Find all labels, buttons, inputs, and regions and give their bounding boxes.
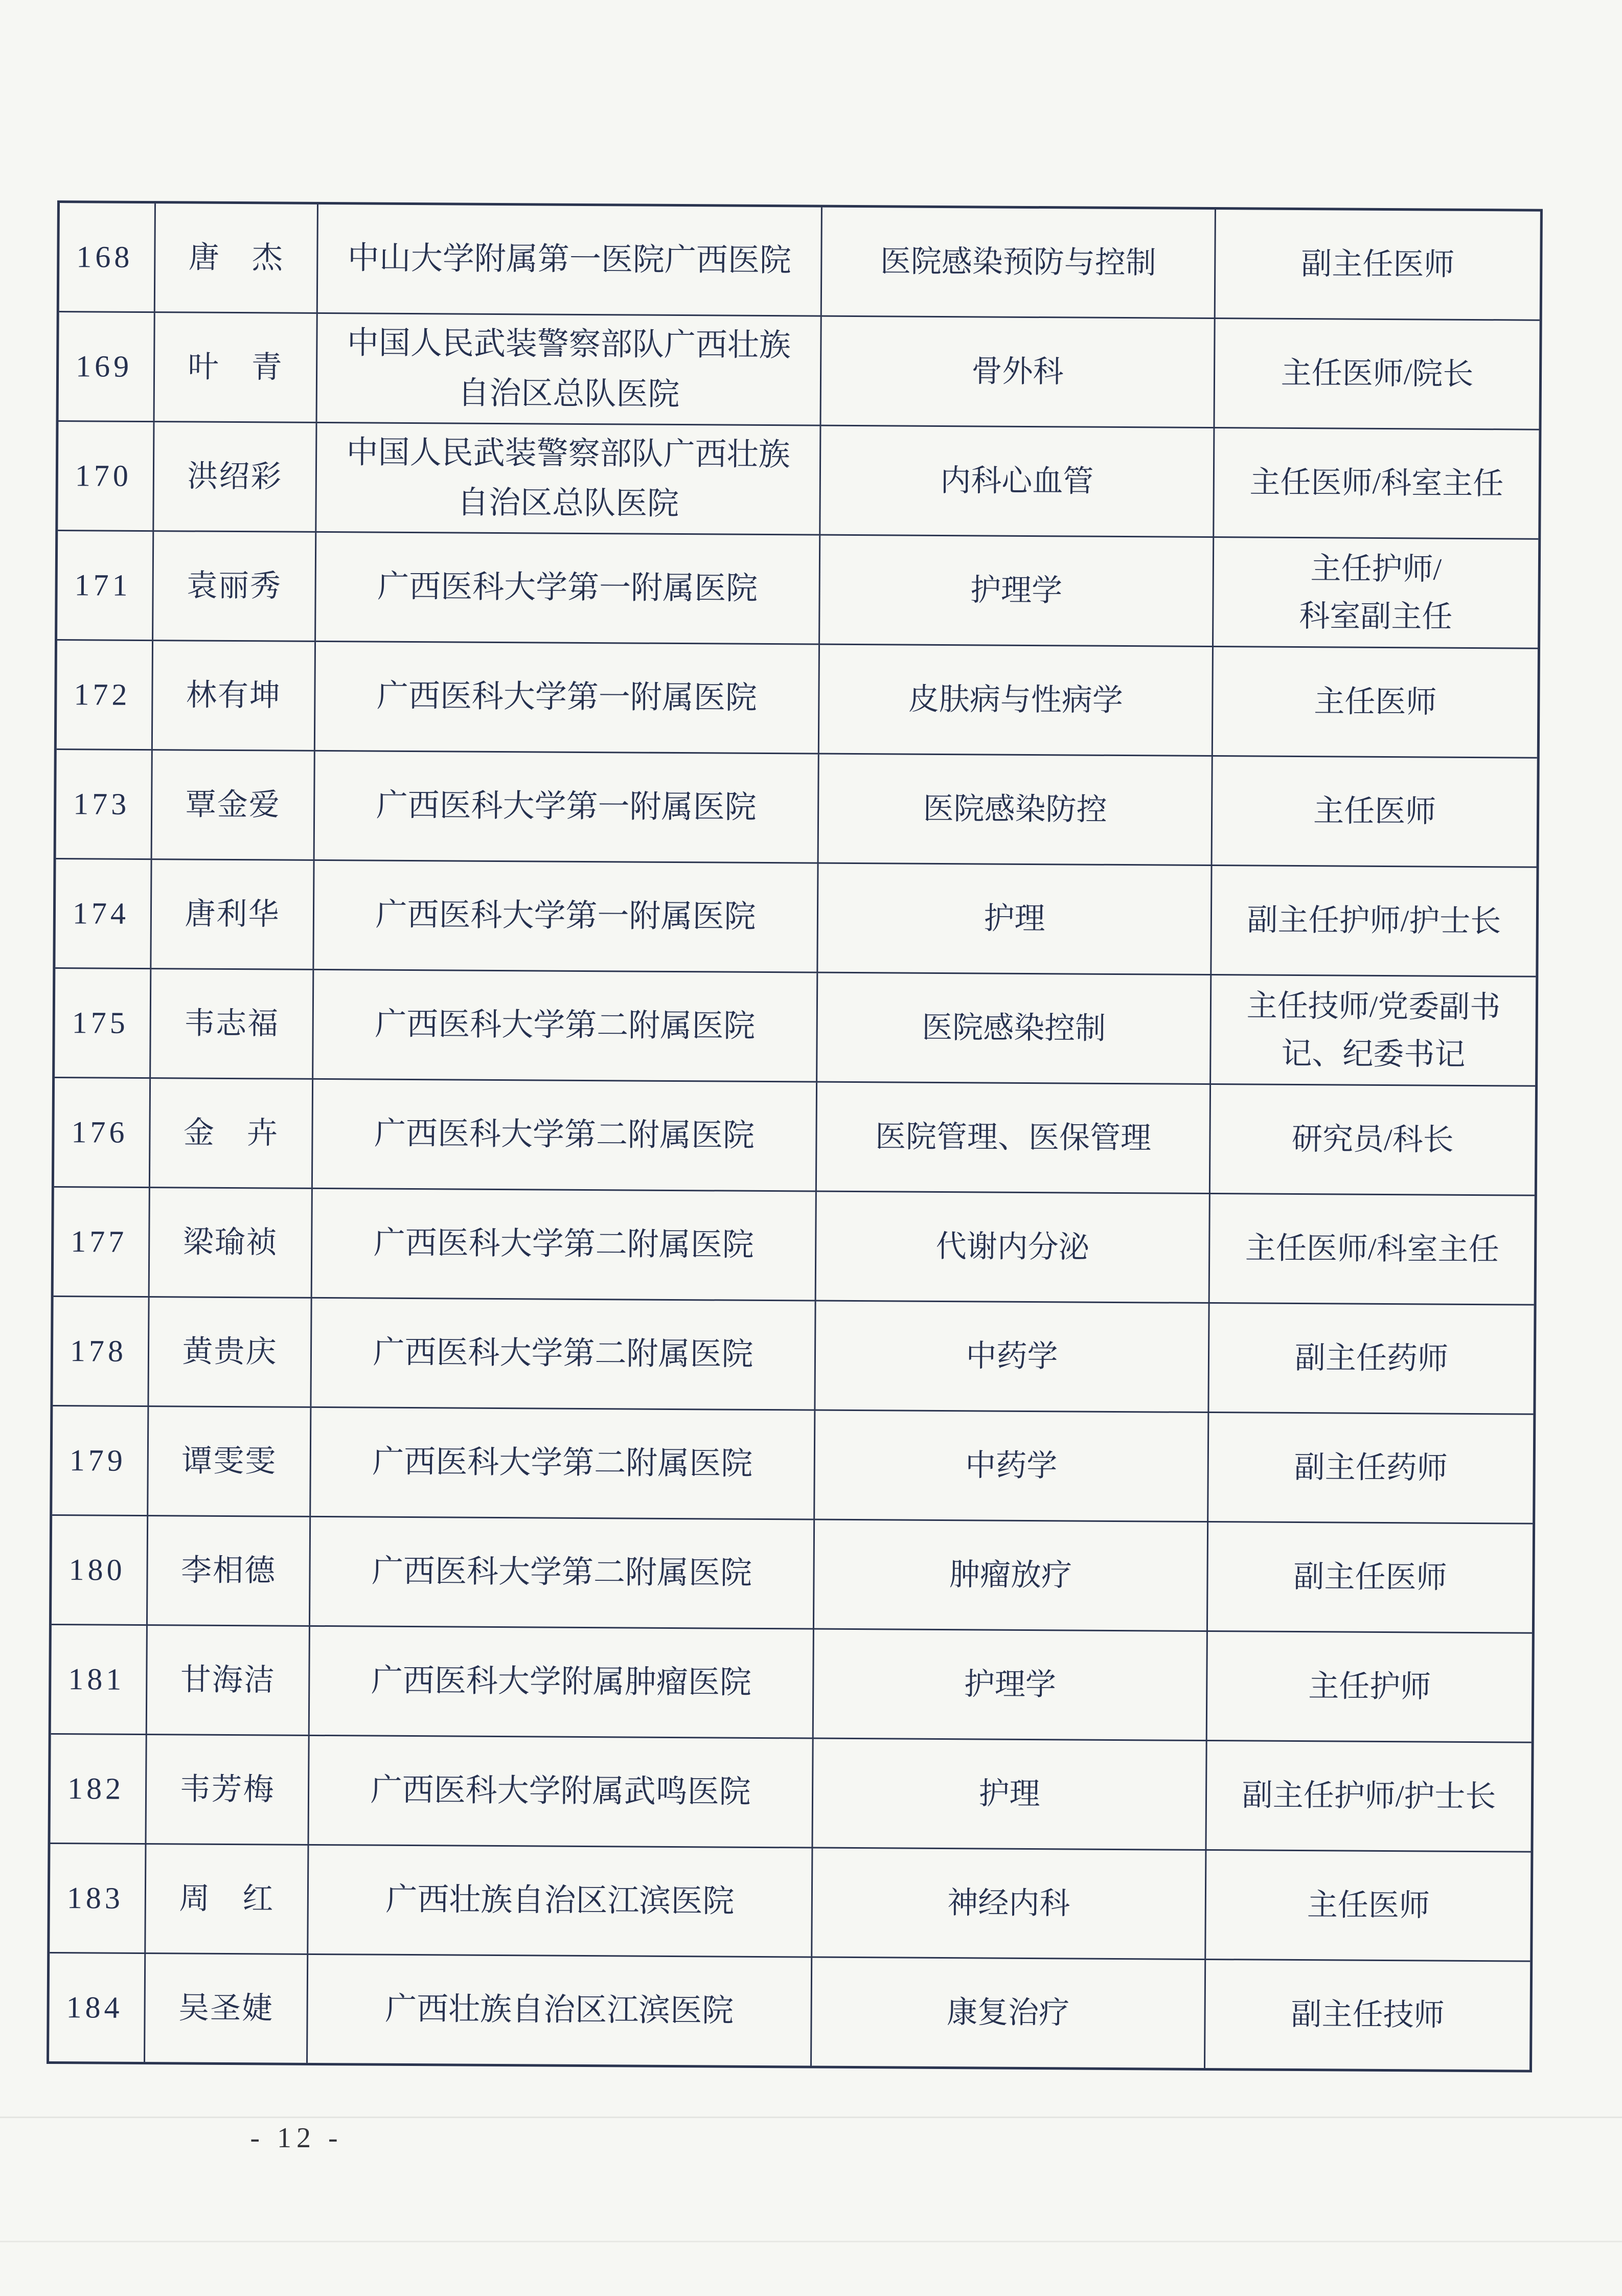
cell-title: 副主任护师/护士长 [1205,1741,1531,1851]
cell-name: 周 红 [144,1845,307,1953]
table-row [59,203,1540,320]
cell-index: 179 [69,1443,126,1477]
cell-hospital: 中国人民武装警察部队广西壮族 自治区总队医院 [315,423,819,534]
cell-name: 覃金爱 [151,751,314,859]
cell-hospital: 广西医科大学附属肿瘤医院 [308,1627,813,1738]
cell-title: 主任护师 [1206,1632,1532,1742]
cell-title: 副主任药师 [1207,1413,1533,1523]
cell-name: 韦芳梅 [145,1735,308,1844]
cell-index: 168 [76,240,133,274]
cell-index: 176 [71,1115,128,1149]
cell-title: 主任医师/科室主任 [1213,428,1539,538]
cell-name: 唐利华 [150,860,313,969]
cell-specialty: 中药学 [814,1302,1208,1412]
cell-index: 174 [72,896,130,930]
cell-index: 169 [75,349,133,383]
cell-title: 副主任护师/护士长 [1210,866,1536,976]
cell-title: 副主任医师 [1214,210,1540,320]
cell-title: 主任医师 [1212,647,1538,757]
cell-specialty: 代谢内分泌 [815,1192,1209,1302]
cell-index: 177 [71,1224,128,1259]
cell-hospital: 广西医科大学第二附属医院 [310,1299,814,1410]
cell-hospital: 广西医科大学第二附属医院 [311,1189,815,1300]
cell-index: 172 [74,677,131,712]
cell-hospital: 广西医科大学第一附属医院 [312,861,817,972]
cell-name: 唐 杰 [154,203,317,312]
cell-index: 173 [73,787,130,821]
cell-specialty: 医院管理、医保管理 [815,1083,1209,1193]
table-row [59,311,1540,429]
table-row [51,1624,1532,1742]
cell-hospital: 中国人民武装警察部队广西壮族 自治区总队医院 [316,314,820,425]
cell-title: 研究员/科长 [1209,1085,1535,1195]
cell-title: 主任医师 [1204,1851,1530,1961]
cell-hospital: 广西医科大学第二附属医院 [311,1080,816,1191]
cell-index: 170 [75,459,132,493]
table-row [51,1733,1532,1851]
cell-specialty: 医院感染防控 [817,755,1212,865]
cell-name: 金 卉 [149,1079,312,1188]
cell-specialty: 护理 [816,864,1210,974]
cell-name: 洪绍彩 [152,422,315,531]
cell-specialty: 内科心血管 [819,426,1213,536]
cell-index: 183 [66,1881,124,1915]
cell-hospital: 广西医科大学附属武鸣医院 [307,1736,812,1847]
cell-title: 副主任药师 [1207,1304,1534,1414]
personnel-table [47,200,1543,2073]
cell-index: 178 [70,1334,127,1368]
cell-specialty: 康复治疗 [810,1958,1204,2068]
table-row [55,858,1536,976]
cell-title: 主任医师 [1211,757,1537,867]
table-row [54,1077,1535,1195]
cell-specialty: 医院感染控制 [816,973,1210,1083]
cell-index: 175 [72,1006,129,1040]
table-row [57,530,1538,648]
cell-name: 黄贵庆 [147,1298,310,1406]
scan-artifact-line [0,2241,1622,2242]
cell-specialty: 神经内科 [811,1849,1205,1959]
cell-title: 主任医师/科室主任 [1208,1194,1535,1304]
cell-index: 171 [74,568,131,602]
table-row [54,1186,1535,1304]
cell-name: 韦志福 [149,969,312,1078]
cell-name: 叶 青 [153,313,316,422]
cell-title: 副主任技师 [1204,1960,1530,2070]
cell-name: 李相德 [146,1516,309,1625]
cell-specialty: 医院感染预防与控制 [820,208,1215,317]
cell-name: 谭雯雯 [147,1407,310,1516]
cell-specialty: 皮肤病与性病学 [818,645,1212,755]
table-row [56,748,1537,867]
cell-specialty: 护理学 [818,536,1213,646]
cell-specialty: 骨外科 [819,317,1214,427]
cell-index: 182 [67,1771,125,1806]
cell-hospital: 广西壮族自治区江滨医院 [306,1955,811,2066]
table-row [53,1295,1534,1414]
cell-name: 林有坤 [151,641,314,750]
table-row [58,420,1539,538]
cell-specialty: 护理学 [812,1630,1206,1740]
cell-index: 181 [68,1662,125,1696]
cell-name: 吴圣婕 [144,1954,307,2063]
cell-title: 副主任医师 [1206,1522,1533,1632]
page-number: - 12 - [250,2122,343,2154]
cell-specialty: 中药学 [813,1411,1207,1521]
cell-index: 184 [66,1990,123,2025]
cell-specialty: 护理 [811,1739,1205,1849]
table-row [52,1514,1533,1632]
table-row [50,1843,1530,1961]
cell-hospital: 广西医科大学第一附属医院 [314,533,819,644]
cell-title: 主任护师/ 科室副主任 [1212,538,1538,648]
cell-hospital: 广西医科大学第一附属医院 [314,642,818,753]
cell-name: 梁瑜祯 [148,1188,311,1297]
table-row [52,1405,1533,1523]
cell-name: 袁丽秀 [152,532,315,641]
cell-name: 甘海洁 [146,1626,309,1735]
scan-artifact-line [0,2117,1622,2118]
cell-index: 180 [68,1553,126,1587]
table-row [57,639,1538,757]
cell-hospital: 广西壮族自治区江滨医院 [307,1846,811,1957]
table-row [55,967,1536,1085]
cell-hospital: 广西医科大学第二附属医院 [309,1517,813,1628]
cell-hospital: 广西医科大学第二附属医院 [312,970,816,1081]
cell-hospital: 中山大学附属第一医院广西医院 [316,204,821,315]
table-row [49,1952,1530,2070]
cell-specialty: 肿瘤放疗 [813,1520,1207,1630]
cell-title: 主任医师/院长 [1213,319,1539,429]
cell-title: 主任技师/党委副书 记、纪委书记 [1209,975,1536,1085]
cell-hospital: 广西医科大学第一附属医院 [313,752,818,862]
cell-hospital: 广西医科大学第二附属医院 [309,1408,814,1519]
